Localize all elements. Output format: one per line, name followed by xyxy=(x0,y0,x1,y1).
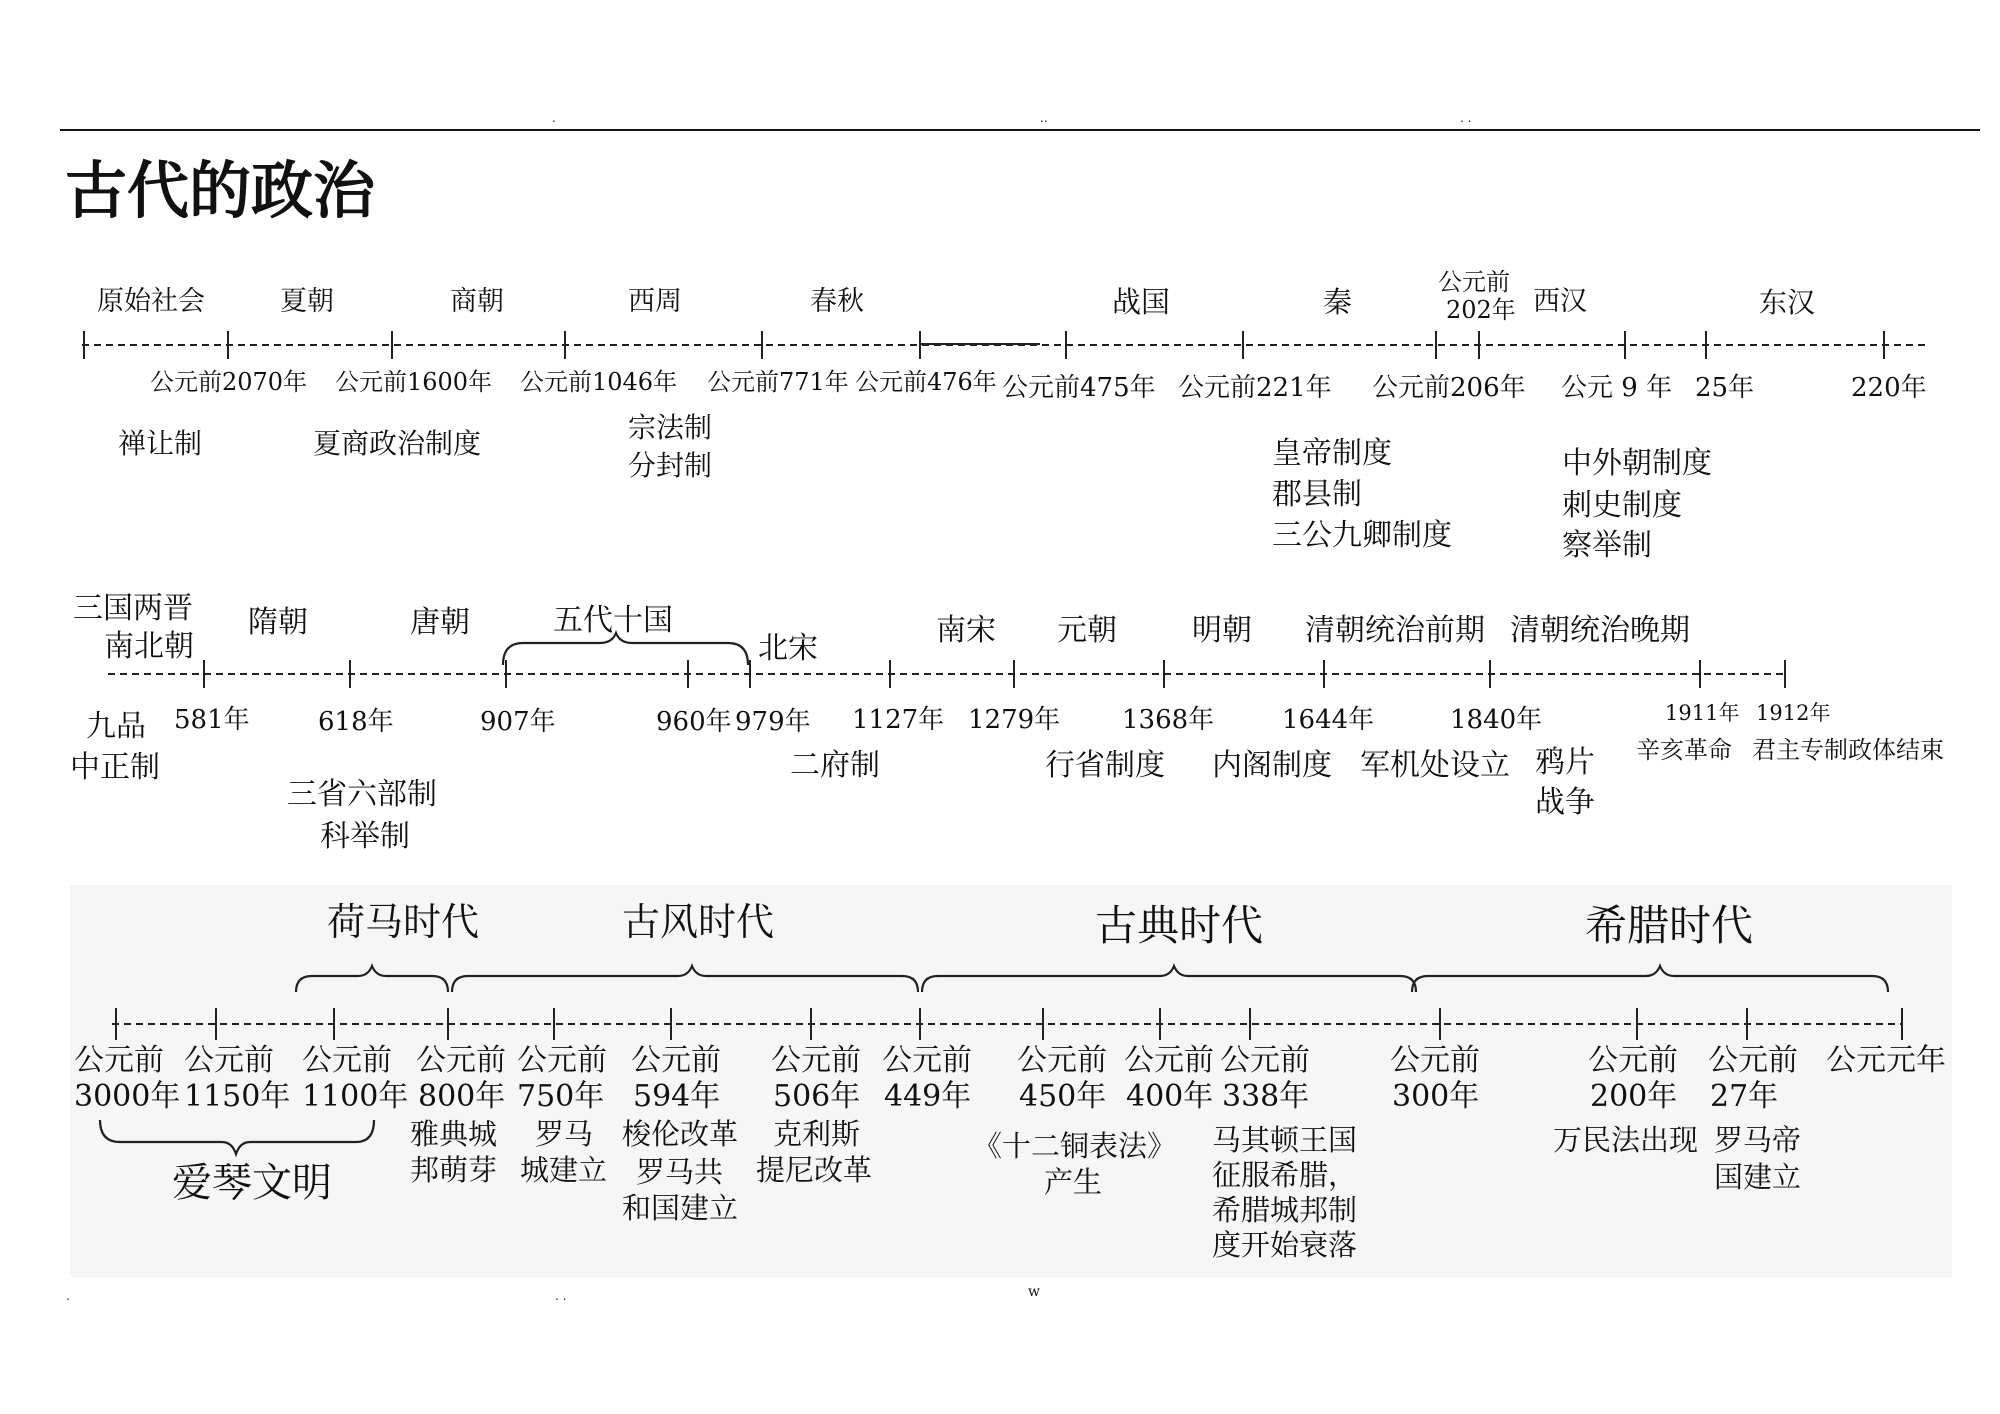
date-label: 公元前1600年 xyxy=(335,368,493,396)
date-label: 1279年 xyxy=(968,705,1061,735)
system-label: 内阁制度 xyxy=(1212,748,1332,783)
date-label: 27年 xyxy=(1710,1079,1779,1114)
system-label: 军机处设立 xyxy=(1360,748,1510,783)
event-label: 国建立 xyxy=(1714,1160,1802,1194)
event-label: 雅典城 xyxy=(410,1117,498,1151)
header-mark: . xyxy=(552,111,556,125)
event-label: 和国建立 xyxy=(622,1191,739,1225)
system-label: 九品 xyxy=(86,709,146,744)
date-prefix: 公元前 xyxy=(882,1043,972,1078)
date-prefix: 公元前 xyxy=(517,1043,607,1078)
date-label: 公元前771年 xyxy=(707,368,849,396)
system-label: 三公九卿制度 xyxy=(1272,518,1452,553)
date-label: 594年 xyxy=(633,1079,721,1114)
period-label: 清朝统治前期 xyxy=(1305,613,1485,648)
date-label: 581年 xyxy=(174,705,250,735)
event-label: 罗马共 xyxy=(636,1155,724,1189)
date-prefix: 公元前 xyxy=(1708,1043,1798,1078)
period-label: 夏朝 xyxy=(280,286,334,317)
system-label: 辛亥革命 xyxy=(1636,736,1732,764)
system-label: 科举制 xyxy=(320,819,410,854)
date-label: 公元元年 xyxy=(1826,1043,1946,1078)
period-label: 隋朝 xyxy=(248,605,308,640)
date-prefix: 公元前 xyxy=(1588,1043,1678,1078)
date-label: 1840年 xyxy=(1450,705,1543,735)
date-label: 450年 xyxy=(1019,1079,1107,1114)
header-mark: .. xyxy=(1040,111,1048,125)
date-label: 公元前221年 xyxy=(1178,373,1332,403)
header-mark: . . xyxy=(1460,111,1472,125)
date-label: 200年 xyxy=(1590,1079,1678,1114)
footer-mark: . . xyxy=(555,1289,567,1303)
date-label: 449年 xyxy=(884,1079,972,1114)
period-label: 南宋 xyxy=(936,613,996,648)
date-label: 公元 9 年 xyxy=(1561,373,1673,403)
period-label: 清朝统治晚期 xyxy=(1510,613,1690,648)
date-label: 506年 xyxy=(773,1079,861,1114)
date-label: 618年 xyxy=(318,707,394,737)
period-label: 秦 xyxy=(1323,285,1353,319)
date-label: 公元前475年 xyxy=(1002,373,1156,403)
date-label: 1911年 xyxy=(1665,701,1740,725)
date-prefix: 公元前 xyxy=(1124,1043,1214,1078)
period-label: 三国两晋 xyxy=(73,591,193,626)
date-label: 800年 xyxy=(418,1079,506,1114)
date-label: 979年 xyxy=(735,707,811,737)
system-label: 禅让制 xyxy=(118,427,203,460)
system-label: 刺史制度 xyxy=(1562,488,1682,523)
timeline-row-2 xyxy=(70,591,1944,854)
era-label: 古典时代 xyxy=(1095,901,1264,950)
system-label: 行省制度 xyxy=(1045,748,1165,783)
period-label: 西汉 xyxy=(1533,286,1587,317)
period-label: 东汉 xyxy=(1759,286,1816,319)
event-label: 克利斯 xyxy=(773,1117,861,1151)
date-label: 3000年 xyxy=(74,1079,181,1114)
date-label: 400年 xyxy=(1126,1079,1214,1114)
period-label: 西周 xyxy=(628,286,682,317)
timeline-row-1 xyxy=(82,268,1930,563)
event-label: 梭伦改革 xyxy=(622,1117,739,1151)
period-label: 明朝 xyxy=(1192,613,1252,648)
date-label: 25年 xyxy=(1695,373,1755,403)
date-prefix: 公元前 xyxy=(1220,1043,1310,1078)
event-label: 产生 xyxy=(1044,1165,1103,1199)
date-label: 220年 xyxy=(1851,373,1927,403)
date-label: 907年 xyxy=(480,707,556,737)
system-label: 中外朝制度 xyxy=(1562,446,1712,481)
system-label: 中正制 xyxy=(70,750,160,785)
event-label: 邦萌芽 xyxy=(410,1153,498,1187)
era-label: 古风时代 xyxy=(622,900,775,944)
system-label: 夏商政治制度 xyxy=(313,427,482,460)
event-label: 提尼改革 xyxy=(756,1153,873,1187)
footer-mark: w xyxy=(1028,1284,1040,1300)
date-prefix: 公元前 xyxy=(302,1043,392,1078)
event-label: 罗马帝 xyxy=(1714,1123,1802,1157)
date-label: 750年 xyxy=(517,1079,605,1114)
era-label: 希腊时代 xyxy=(1585,901,1754,950)
system-label: 战争 xyxy=(1535,785,1595,820)
system-label: 分封制 xyxy=(628,449,713,482)
period-label: 南北朝 xyxy=(104,629,194,664)
date-label: 1368年 xyxy=(1122,705,1215,735)
event-label: 万民法出现 xyxy=(1553,1123,1699,1157)
period-label: 原始社会 xyxy=(97,286,205,317)
date-label: 1127年 xyxy=(852,705,945,735)
timeline-row-3 xyxy=(70,885,1952,1277)
date-prefix: 公元前 xyxy=(631,1043,721,1078)
date-label: 1644年 xyxy=(1282,705,1375,735)
date-label: 公元前476年 xyxy=(855,368,997,396)
period-label: 202年 xyxy=(1446,296,1516,324)
date-prefix: 公元前 xyxy=(771,1043,861,1078)
date-prefix: 公元前 xyxy=(416,1043,506,1078)
date-prefix: 公元前 xyxy=(74,1043,164,1078)
event-label: 征服希腊， xyxy=(1212,1158,1358,1192)
event-label: 马其顿王国 xyxy=(1212,1123,1358,1157)
event-label: 希腊城邦制 xyxy=(1212,1193,1358,1227)
date-prefix: 公元前 xyxy=(1390,1043,1480,1078)
period-label: 五代十国 xyxy=(553,603,673,638)
system-label: 郡县制 xyxy=(1272,477,1362,512)
period-label: 战国 xyxy=(1112,285,1171,319)
system-label: 宗法制 xyxy=(628,411,713,444)
date-label: 公元前1046年 xyxy=(520,368,678,396)
system-label: 皇帝制度 xyxy=(1272,436,1392,471)
period-label: 春秋 xyxy=(810,286,864,317)
date-label: 300年 xyxy=(1392,1079,1480,1114)
system-label: 三省六部制 xyxy=(287,777,437,812)
date-label: 1912年 xyxy=(1756,701,1831,725)
date-label: 960年 xyxy=(656,707,732,737)
period-label: 公元前 xyxy=(1438,268,1510,296)
date-label: 1100年 xyxy=(302,1079,409,1114)
period-label: 北宋 xyxy=(758,631,818,666)
event-label: 《十二铜表法》 xyxy=(973,1129,1177,1163)
system-label: 察举制 xyxy=(1562,528,1652,563)
footer-mark: . xyxy=(66,1289,70,1303)
event-label: 度开始衰落 xyxy=(1212,1228,1358,1262)
date-prefix: 公元前 xyxy=(184,1043,274,1078)
date-prefix: 公元前 xyxy=(1017,1043,1107,1078)
date-label: 公元前206年 xyxy=(1372,373,1526,403)
system-label: 二府制 xyxy=(790,748,880,783)
page-title: 古代的政治 xyxy=(65,154,376,227)
system-label: 鸦片 xyxy=(1535,745,1595,780)
event-label: 城建立 xyxy=(520,1153,608,1187)
period-label: 元朝 xyxy=(1057,613,1117,648)
period-label: 商朝 xyxy=(450,286,504,317)
system-label: 君主专制政体结束 xyxy=(1752,736,1944,764)
date-label: 公元前2070年 xyxy=(150,368,308,396)
era-label: 荷马时代 xyxy=(327,900,480,944)
event-label: 罗马 xyxy=(535,1117,594,1151)
era-label: 爱琴文明 xyxy=(172,1160,332,1206)
date-label: 1150年 xyxy=(184,1079,291,1114)
date-label: 338年 xyxy=(1222,1079,1310,1114)
period-label: 唐朝 xyxy=(410,605,470,640)
